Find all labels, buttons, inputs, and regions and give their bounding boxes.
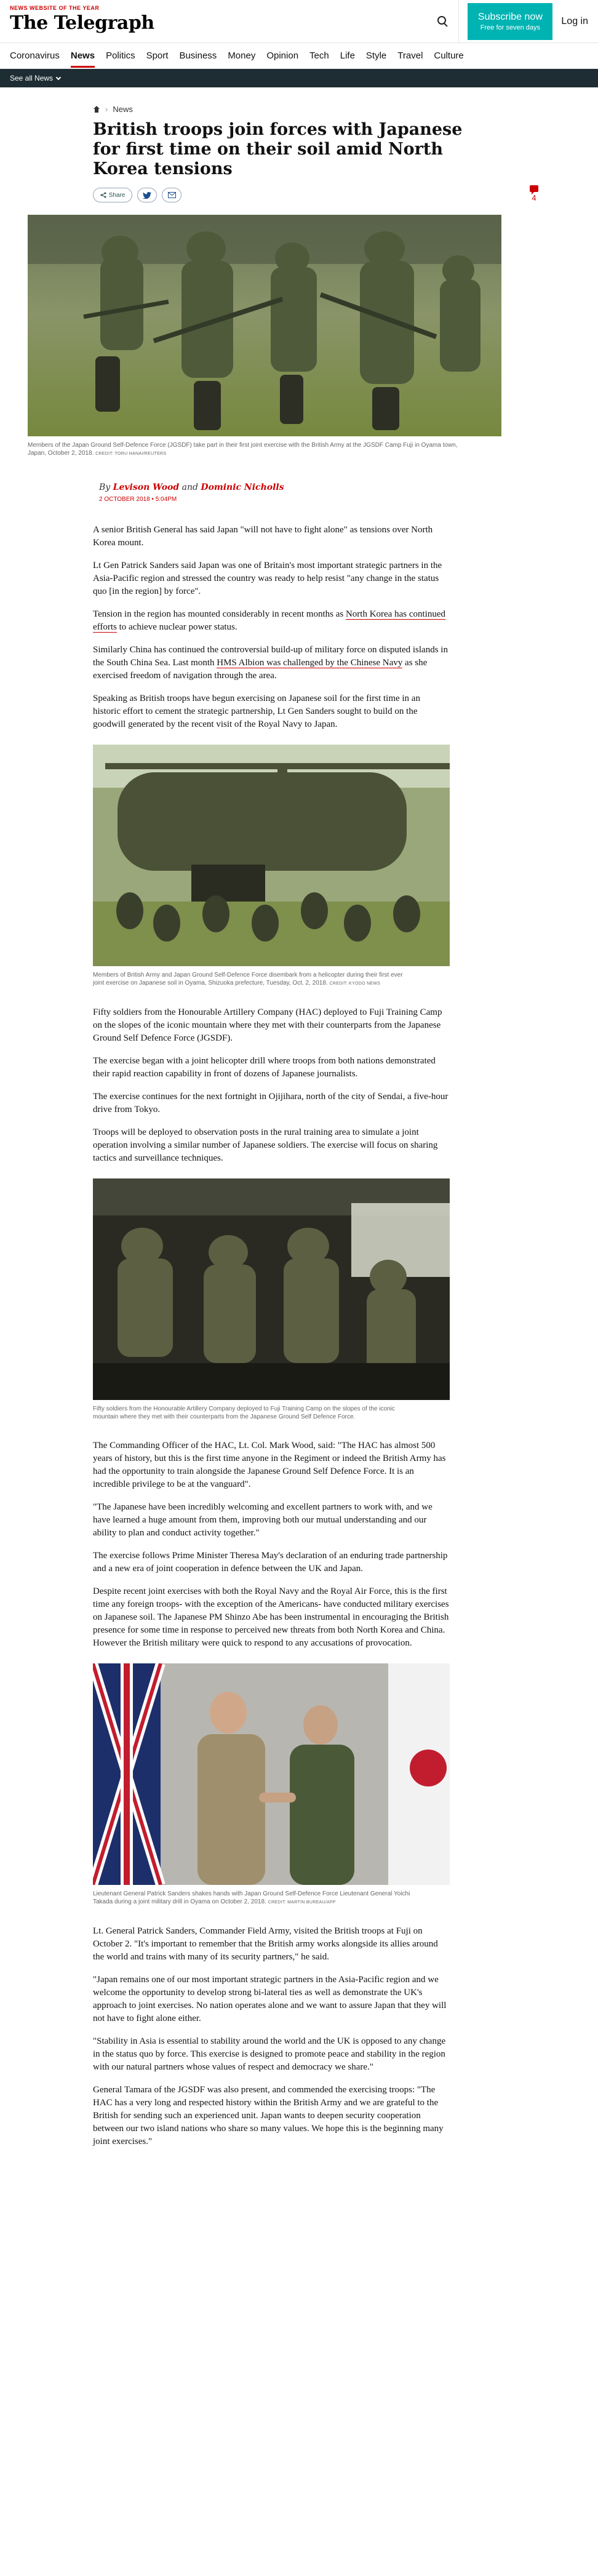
paragraph: "The Japanese have been incredibly welcoming and excellent partners to work with, and we have learned a huge amount from them, improving both our mutual understanding and our ability to plan and conduct activity together.": [93, 1502, 433, 1538]
inside-helicopter-photo[interactable]: [93, 1178, 450, 1400]
email-icon: [168, 192, 176, 198]
paragraph-text: to achieve nuclear power status.: [116, 622, 237, 632]
paragraph: The exercise began with a joint helicopter drill where troops from both nations demonstrated their rapid reaction capability in front of dozens of Japanese journalists.: [93, 1056, 436, 1079]
paragraph: Despite recent joint exercises with both the Royal Navy and the Royal Air Force, this is the first time any foreign troops- with the exception of the Americans- have conducted military exercises on Japanese soil. The Japanese PM Shinzo Abe has been instrumental in encouraging the British presence for some time in response to perceived new threats from both North Korea and China. However the British military were quick to respond to any accusations of provocation.: [93, 1586, 449, 1648]
paragraph: "Japan remains one of our most important strategic partners in the Asia-Pacific region and we welcome the opportunity to develop strong bi-lateral ties as well as demonstrate the UK's approach to joint exercises. No nation operates alone and we want to assure Japan that they will not have to fight alone either.: [93, 1975, 447, 2023]
paragraph: [93, 644, 450, 682]
inside-helicopter-caption: [93, 1405, 450, 1421]
search-icon[interactable]: [436, 15, 450, 28]
twitter-icon: [143, 192, 151, 199]
inside-helicopter-caption-text: Fifty soldiers from the Honourable Artillery Company deployed to Fuji Training Camp on the slopes of the iconic mountain where they met with their counterparts from the Japanese Ground Self Defence Force.: [93, 1406, 395, 1420]
paragraph: Lt. General Patrick Sanders, Commander Field Army, visited the British troops at Fuji on October 2. "It's important to remember that the British army works alongside its allies around the world and trains with many of its security partners," he said.: [93, 1926, 438, 1962]
article-body: [93, 524, 450, 2148]
paragraph: [93, 608, 450, 634]
masthead: [0, 0, 598, 43]
helicopter-caption-text: Members of British Army and Japan Ground Self-Defence Force disembark from a helicopter during their first ever joint exercise on Japanese soil in Oyama, Shizuoka prefecture, Tuesday, Oct. 2, 2018.: [93, 972, 403, 986]
twitter-share-button[interactable]: [137, 188, 157, 202]
comments-link[interactable]: [530, 185, 538, 202]
paragraph: Lt Gen Patrick Sanders said Japan was one of Britain's most important strategic partners in the Asia-Pacific region and stressed the country was ready to help resist "any change in the status quo [in the region] by force".: [93, 561, 442, 596]
handshake-credit: CREDIT: MARTIN BUREAU/AFP: [268, 1900, 336, 1905]
paragraph: The exercise follows Prime Minister Theresa May's declaration of an enduring trade partnership and a new era of joint cooperation in defence between the UK and Japan.: [93, 1551, 448, 1574]
paragraph: The Commanding Officer of the HAC, Lt. Col. Mark Wood, said: "The HAC has almost 500 years of history, but this is the first time anyone in the Regiment or indeed the British Army has had the opportunity to train alongside the Japanese Ground Self Defence Force. It is an incredible privilege to be at the vanguard".: [93, 1441, 446, 1489]
share-row: [93, 188, 536, 202]
subscribe-button[interactable]: [468, 3, 552, 40]
nav-tech[interactable]: Tech: [309, 50, 329, 61]
north-korea-link[interactable]: North Korea has continued efforts: [93, 609, 445, 632]
nav-business[interactable]: Business: [179, 50, 217, 61]
hero-figure: [28, 215, 501, 458]
nav-culture[interactable]: Culture: [434, 50, 464, 61]
nav-politics[interactable]: Politics: [106, 50, 135, 61]
byline: [99, 482, 536, 492]
handshake-caption: [93, 1890, 450, 1906]
paragraph-text: as she exercised freedom of navigation through the area.: [93, 658, 428, 681]
handshake-photo[interactable]: [93, 1663, 450, 1885]
home-icon[interactable]: [93, 106, 100, 113]
share-icon: [100, 192, 106, 198]
subscribe-subtitle: Free for seven days: [480, 24, 541, 31]
helicopter-credit: CREDIT: KYODO NEWS: [329, 982, 381, 986]
see-all-label: See all News: [10, 74, 54, 82]
hero-photo-soldiers[interactable]: [28, 215, 501, 436]
helicopter-photo[interactable]: [93, 745, 450, 966]
paragraph: The exercise continues for the next fortnight in Ojijihara, north of the city of Sendai, a five-hour drive from Tokyo.: [93, 1092, 448, 1114]
comment-bubble-icon: [530, 185, 538, 192]
paragraph: "Stability in Asia is essential to stability around the world and the UK is opposed to any change in the status quo by force. This exercise is designed to promote peace and stability in the region with our natural partners whose values of respect and democracy we share.": [93, 2036, 446, 2072]
byline-and: and: [181, 482, 198, 492]
subscribe-title: Subscribe now: [477, 12, 543, 22]
paragraph: Speaking as British troops have begun exercising on Japanese soil for the first time in an historic effort to cement the strategic partnership, Lt Gen Sanders sought to build on the goodwill generated by the recent visit of the Royal Navy to Japan.: [93, 694, 420, 729]
article: [28, 87, 536, 2148]
paragraph: A senior British General has said Japan "will not have to fight alone" as tensions over North Korea mount.: [93, 525, 433, 548]
paragraph: Troops will be deployed to observation posts in the rural training area to simulate a joint operation involving a similar number of Japanese soldiers. The exercise will focus on sharing tactics and surveillance techniques.: [93, 1127, 438, 1163]
breadcrumb-separator: ›: [105, 105, 108, 114]
paragraph: Fifty soldiers from the Honourable Artillery Company (HAC) deployed to Fuji Training Camp on the slopes of the iconic mountain where they met with their counterparts from the Japanese Ground Self Defence Force (JGSDF).: [93, 1007, 442, 1043]
article-title: British troops join forces with Japanese for first time on their soil amid North Korea tensions: [93, 120, 463, 178]
nav-life[interactable]: Life: [340, 50, 355, 61]
hero-caption-text: Members of the Japan Ground Self-Defence Force (JGSDF) take part in their first joint exercise with the British Army at the JGSDF Camp Fuji in Oyama town, Japan, October 2, 2018.: [28, 442, 458, 457]
section-nav: [0, 43, 598, 69]
nav-style[interactable]: Style: [365, 50, 387, 61]
breadcrumb: [93, 105, 536, 114]
figure-handshake: [93, 1663, 450, 1906]
figure-helicopter: [93, 745, 450, 988]
paragraph-text: Similarly China has continued the controversial build-up of military force on disputed islands in the South China Sea. Last month: [93, 645, 448, 668]
nav-travel[interactable]: Travel: [397, 50, 423, 61]
author-link-1[interactable]: Levison Wood: [113, 482, 180, 492]
paragraph: General Tamara of the JGSDF was also present, and commended the exercising troops: "The HAC has a very long and respected history within the British Army and we are grateful to the British for sending such an experienced unit. Japan wants to deepen security cooperation between our two island nations who share so many values. We hope this is the beginning many joint exercises.": [93, 2085, 444, 2146]
nav-news[interactable]: News: [71, 44, 95, 68]
helicopter-caption: [93, 971, 450, 988]
handshake-caption-text: Lieutenant General Patrick Sanders shakes hands with Japan Ground Self-Defence Force Lieutenant General Yoichi Takada during a joint military drill in Oyama on October 2, 2018.: [93, 1890, 410, 1905]
email-share-button[interactable]: [162, 188, 181, 202]
header-actions: [436, 0, 588, 43]
header-divider: [458, 0, 459, 43]
chevron-down-icon: [56, 74, 61, 79]
see-all-bar[interactable]: [0, 69, 598, 87]
figure-inside-helicopter: [93, 1178, 450, 1421]
comment-count: 4: [532, 193, 536, 202]
tagline: NEWS WEBSITE OF THE YEAR: [10, 5, 100, 11]
nav-opinion[interactable]: Opinion: [266, 50, 299, 61]
paragraph-text: Tension in the region has mounted considerably in recent months as: [93, 609, 346, 619]
hero-caption: [28, 441, 501, 458]
hms-albion-link[interactable]: HMS Albion was challenged by the Chinese Navy: [217, 658, 403, 668]
login-link[interactable]: Log in: [561, 16, 588, 26]
share-label: Share: [108, 191, 126, 199]
nav-coronavirus[interactable]: Coronavirus: [10, 50, 60, 61]
hero-credit: CREDIT: TORU HANAI/REUTERS: [95, 452, 167, 456]
nav-sport[interactable]: Sport: [146, 50, 169, 61]
author-link-2[interactable]: Dominic Nicholls: [201, 482, 284, 492]
nav-money[interactable]: Money: [228, 50, 256, 61]
breadcrumb-news[interactable]: News: [113, 105, 133, 114]
share-button[interactable]: [93, 188, 132, 202]
telegraph-logo[interactable]: The Telegraph: [10, 12, 154, 34]
publish-date: 2 OCTOBER 2018 • 5:04PM: [99, 496, 177, 503]
byline-prefix: By: [99, 482, 111, 492]
